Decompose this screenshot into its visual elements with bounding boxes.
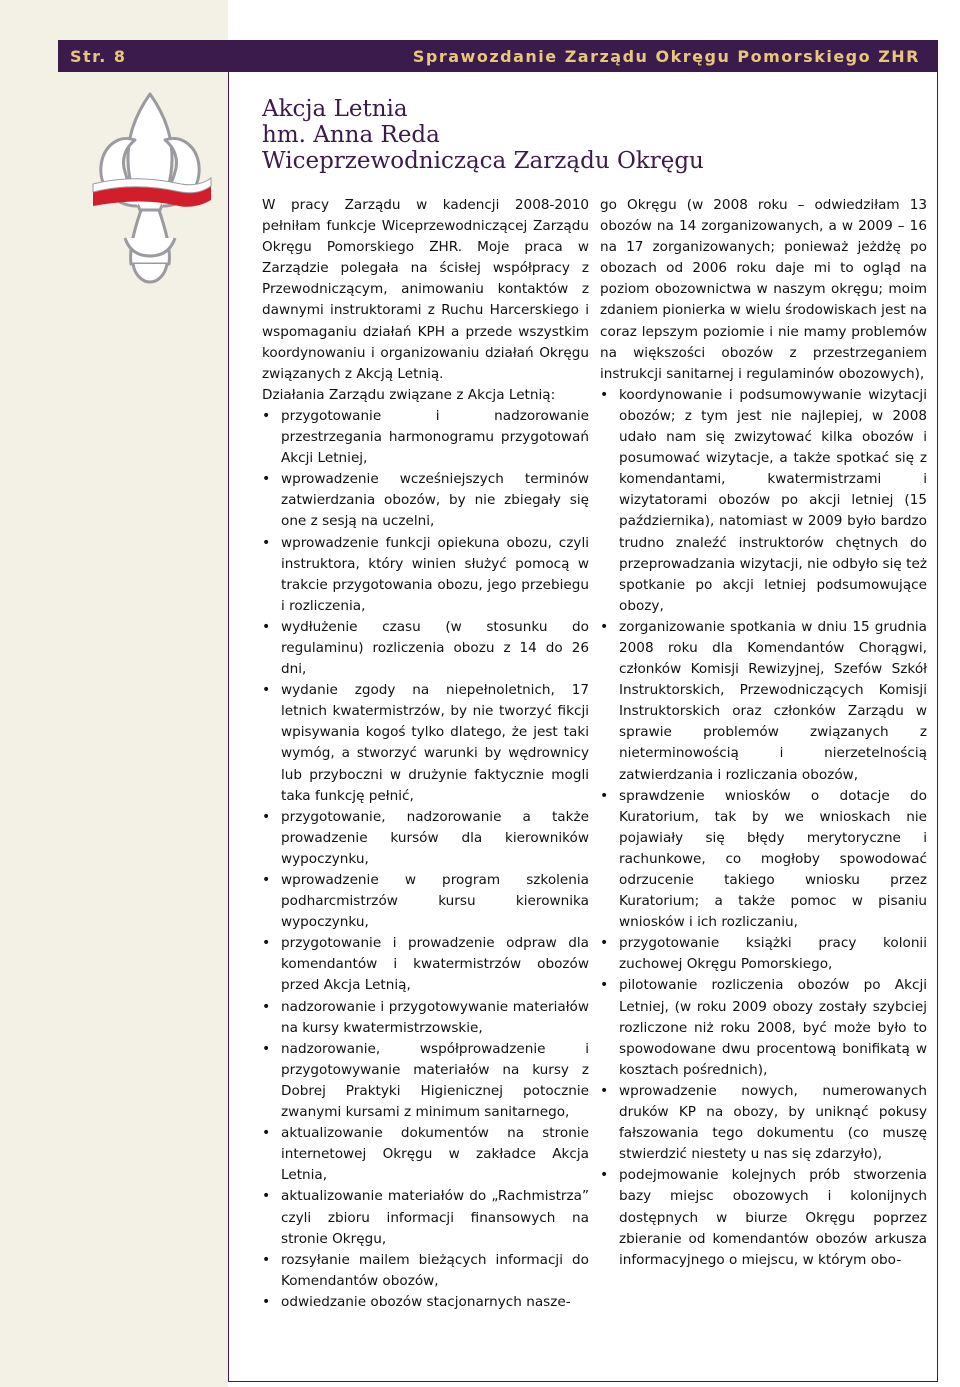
list-item: • przygotowanie i nadzorowanie przestrzegania harmonogramu przygotowań Akcji Letniej, [262,406,589,469]
list-item: • przygotowanie, nadzorowanie a także prowadzenie kursów dla kierowników wypoczynku, [262,807,589,870]
text-column-right [600,195,927,1271]
list-item: • wprowadzenie funkcji opiekuna obozu, czyli instruktora, który winien służyć pomocą w trakcie przygotowania obozu, jego przebiegu i rozliczenia, [262,533,589,617]
intro-paragraph: W pracy Zarządu w kadencji 2008-2010 pełniłam funkcje Wiceprzewodniczącej Zarządu Okręgu Pomorskiego ZHR. Moje praca w Zarządzie polegała na ścisłej współpracy z Przewodniczącym, animowaniu kontaktów z dawnymi instruktorami z Ruchu Harcerskiego i wspomaganiu działań KPH a przede wszystkim koordynowaniu i organizowaniu działań Okręgu związanych z Akcją Letnią. [262,197,589,382]
activities-list-left [262,406,589,1313]
list-item: • koordynowanie i podsumowywanie wizytacji obozów; z tym jest nie najlepiej, w 2008 udało nam się zwizytować kilka obozów i posumować wizytacje, a także spotkać się z komendantami, kwatermistrzami i wizytatorami obozów po akcji letniej (15 października), natomiast w 2009 było bardzo trudno znaleźć instruktorów chętnych do przeprowadzania wizytacji, nie odbyło się też spotkanie po akcji letniej podsumowujące obozy, [600,385,927,617]
activities-list-right [600,385,927,1271]
list-item: • zorganizowanie spotkania w dniu 15 grudnia 2008 roku dla Komendantów Chorągwi, członków Komisji Rewizyjnej, Szefów Szkół Instruktorskich, Przewodniczących Komisji Instruktorskich oraz członków Zarządu w sprawie problemów związanych z nieterminowością i nierzetelnością zatwierdzania i rozliczania obozów, [600,617,927,786]
page-number: Str. 8 [70,46,127,66]
page-header [58,40,938,72]
list-item: • nadzorowanie, współprowadzenie i przygotowywanie materiałów na kursy z Dobrej Praktyki Higienicznej potocznie zwanymi kursami z minimum sanitarnego, [262,1039,589,1123]
text-column-left [262,195,589,1313]
article-author-role: Wiceprzewodnicząca Zarządu Okręgu [262,148,704,174]
fleur-de-lis-icon [85,88,215,288]
article-heading [262,96,902,174]
article-author: hm. Anna Reda [262,122,440,148]
list-item: • odwiedzanie obozów stacjonarnych nasze- [262,1292,589,1313]
list-item: • wprowadzenie nowych, numerowanych druków KP na obozy, by uniknąć pokusy fałszowania tego dokumentu (co muszę stwierdzić niestety u nas się zdarzyło), [600,1081,927,1165]
article-title: Akcja Letnia [262,96,408,122]
list-item: • sprawdzenie wniosków o dotacje do Kuratorium, tak by we wnioskach nie pojawiały się błędy merytoryczne i rachunkowe, co mogłoby spowodować odrzucenie takiego wniosku przez Kuratorium; a także pomoc w pisaniu wniosków i ich rozliczaniu, [600,786,927,934]
list-item: • podejmowanie kolejnych prób stworzenia bazy miejsc obozowych i kolonijnych dostępnych w biurze Okręgu poprzez zbieranie od komendantów obozów arkusza informacyjnego o miejscu, w którym obo- [600,1165,927,1270]
list-item: • wydanie zgody na niepełnoletnich, 17 letnich kwatermistrzów, by nie tworzyć fikcji wpisywania kogoś tylko dlatego, że jest taki wymóg, a stworzyć warunki by wędrownicy lub przyboczni w drużynie faktycznie mogli taka funkcję pełnić, [262,680,589,807]
list-item: • aktualizowanie materiałów do „Rachmistrza” czyli zbioru informacji finansowych na stronie Okręgu, [262,1186,589,1249]
publication-title: Sprawozdanie Zarządu Okręgu Pomorskiego ZHR [412,46,920,66]
list-item: • przygotowanie i prowadzenie odpraw dla komendantów i kwatermistrzów obozów przed Akcja Letnią, [262,933,589,996]
list-item: • wprowadzenie w program szkolenia podharcmistrzów kursu kierownika wypoczynku, [262,870,589,933]
list-item: • przygotowanie książki pracy kolonii zuchowej Okręgu Pomorskiego, [600,933,927,975]
list-item: • rozsyłanie mailem bieżących informacji do Komendantów obozów, [262,1250,589,1292]
list-item: • aktualizowanie dokumentów na stronie internetowej Okręgu w zakładce Akcja Letnia, [262,1123,589,1186]
list-item-continuation: go Okręgu (w 2008 roku – odwiedziłam 13 obozów na 14 zorganizowanych, a w 2009 – 16 na 17 zorganizowanych; ponieważ jeżdżę po obozach od 2006 roku daje mi to ogląd na poziom obozownictwa w naszym okręgu; moim zdaniem pionierka w wielu środowiskach jest na coraz lepszym poziomie i nie mamy problemów na większości obozów z przestrzeganiem instrukcji sanitarnej i regulaminów obozowych), [600,197,927,382]
list-intro: Działania Zarządu związane z Akcja Letnią: [262,386,556,403]
list-item: • wydłużenie czasu (w stosunku do regulaminu) rozliczenia obozu z 14 do 26 dni, [262,617,589,680]
list-item: • wprowadzenie wcześniejszych terminów zatwierdzania obozów, by nie zbiegały się one z sesją na uczelni, [262,469,589,532]
list-item: • pilotowanie rozliczenia obozów po Akcji Letniej, (w roku 2009 obozy zostały szybciej rozliczone niż roku 2008, być może było to spowodowane dwu procentową bonifikatą w kosztach pośrednich), [600,975,927,1080]
list-item: • nadzorowanie i przygotowywanie materiałów na kursy kwatermistrzowskie, [262,997,589,1039]
